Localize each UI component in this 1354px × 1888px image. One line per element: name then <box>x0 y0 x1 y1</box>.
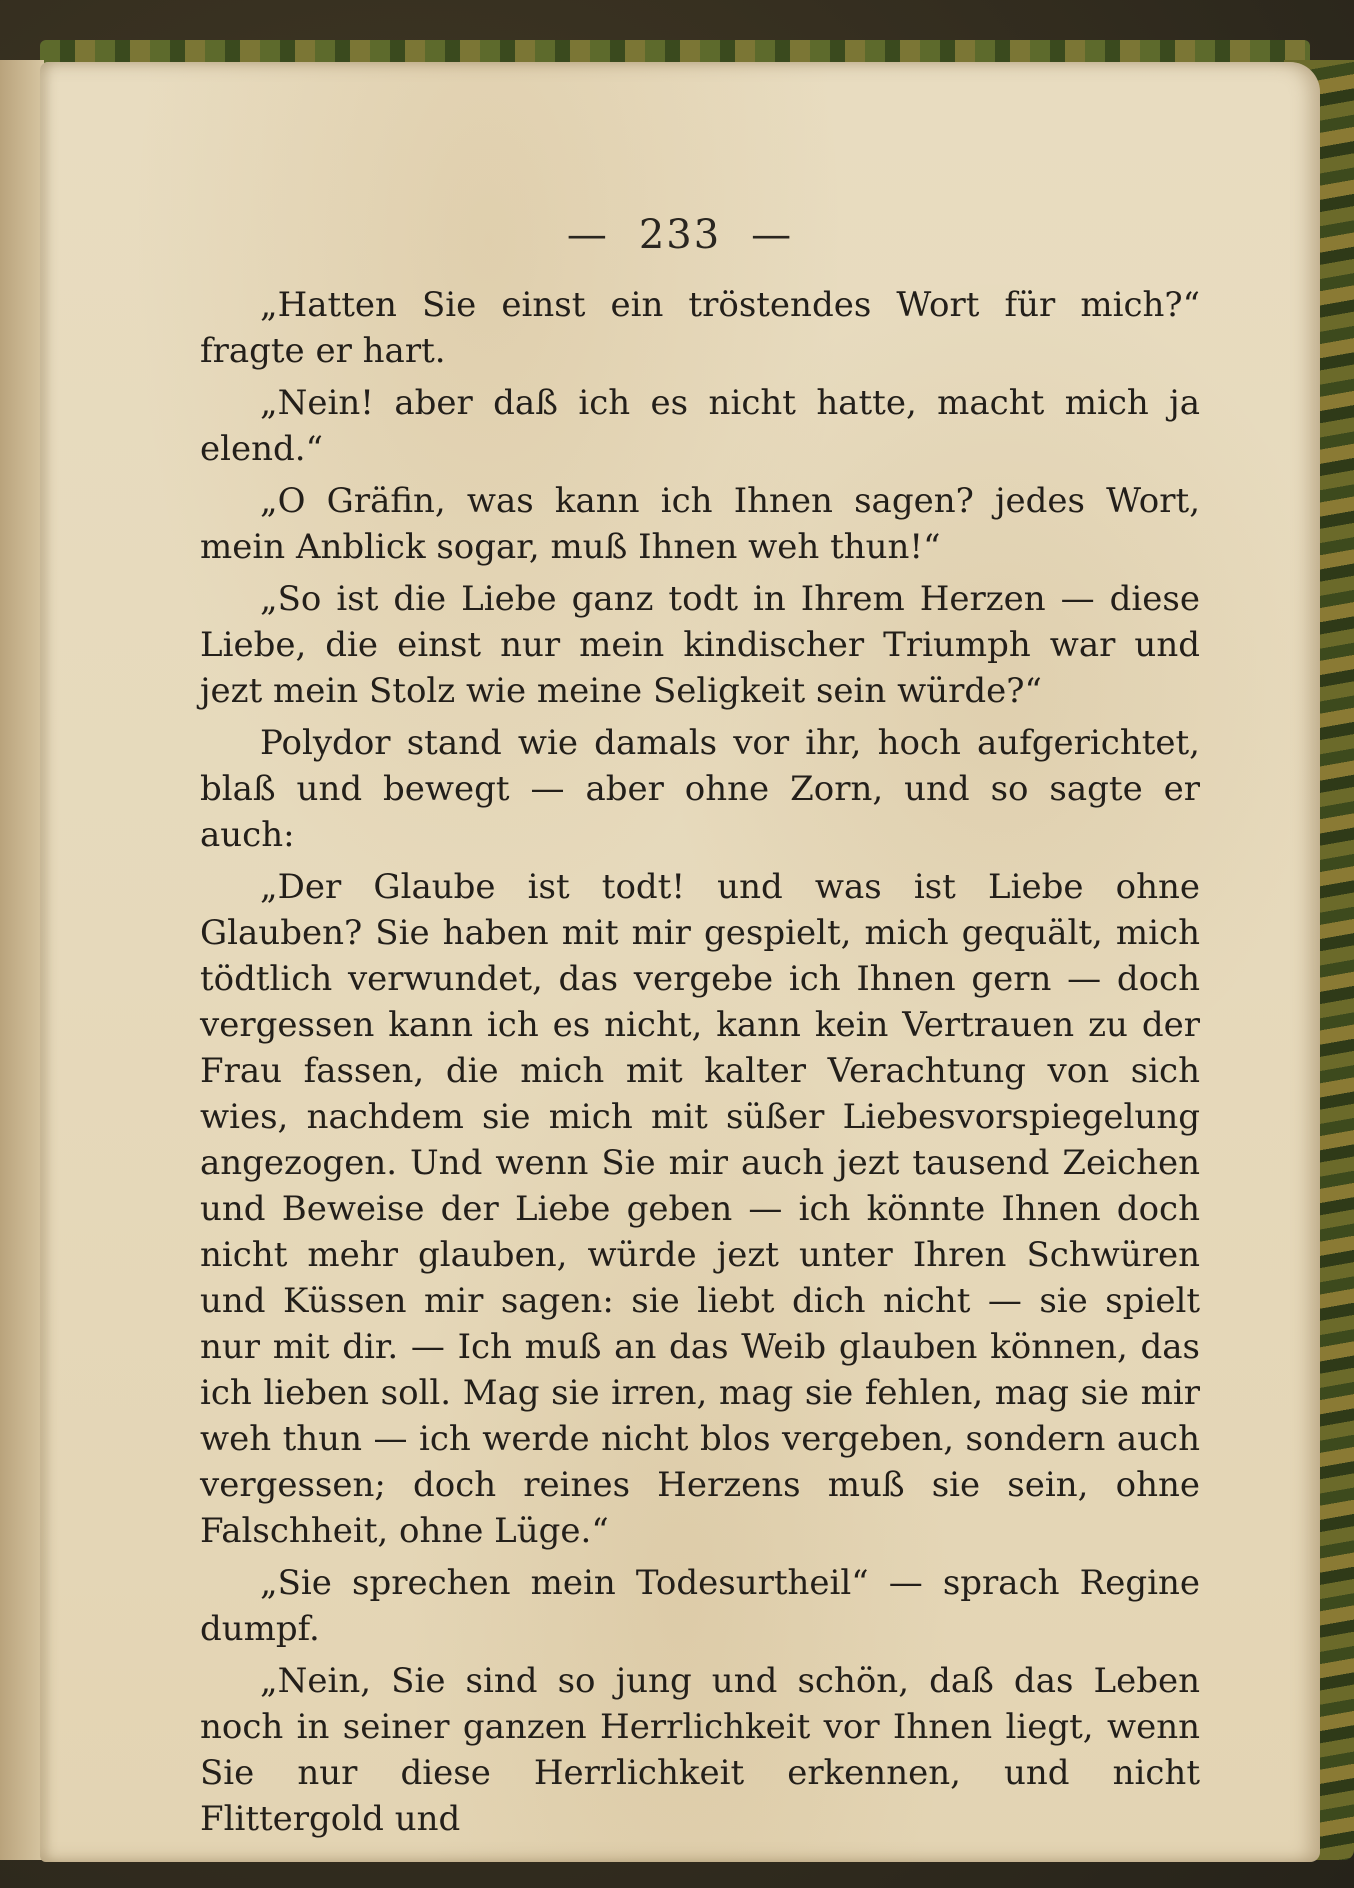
page-number: 233 <box>638 212 722 258</box>
paragraph: „Hatten Sie einst ein tröstendes Wort für mich?“ fragte er hart. <box>200 285 1200 371</box>
paragraph: „Nein! aber daß ich es nicht hatte, macht mich ja elend.“ <box>200 383 1200 469</box>
paragraph: „Nein, Sie sind so jung und schön, daß das Leben noch in seiner ganzen Herrlichkeit vor Ihnen liegt, wenn Sie nur diese Herrlichkeit erkennen, und nicht Flittergold und <box>200 1661 1200 1839</box>
page-body <box>200 282 1200 1848</box>
page-header: — 233 — <box>566 212 794 258</box>
paragraph: Polydor stand wie damals vor ihr, hoch aufgerichtet, blaß und bewegt — aber ohne Zorn, und so sagte er auch: <box>200 723 1200 855</box>
paragraph: „O Gräfin, was kann ich Ihnen sagen? jedes Wort, mein Anblick sogar, muß Ihnen weh thun!“ <box>200 481 1200 567</box>
paragraph: „So ist die Liebe ganz todt in Ihrem Herzen — diese Liebe, die einst nur mein kindischer Triumph war und jezt mein Stolz wie meine Seligkeit sein würde?“ <box>200 579 1200 711</box>
book-page <box>40 62 1320 1862</box>
paragraph: „Der Glaube ist todt! und was ist Liebe ohne Glauben? Sie haben mit mir gespielt, mich gequält, mich tödtlich verwundet, das vergebe ich Ihnen gern — doch vergessen kann ich es nicht, kann kein Vertrauen zu der Frau fassen, die mich mit kalter Verachtung von sich wies, nachdem sie mich mit süßer Liebesvorspiegelung angezogen. Und wenn Sie mir auch jezt tausend Zeichen und Beweise der Liebe geben — ich könnte Ihnen doch nicht mehr glauben, würde jezt unter Ihren Schwüren und Küssen mir sagen: sie liebt dich nicht — sie spielt nur mit dir. — Ich muß an das Weib glauben können, das ich lieben soll. Mag sie irren, mag sie fehlen, mag sie mir weh thun — ich werde nicht blos vergeben, sondern auch vergessen; doch reines Herzens muß sie sein, ohne Falschheit, ohne Lüge.“ <box>200 867 1200 1551</box>
previous-page-edge <box>0 60 44 1860</box>
paragraph: „Sie sprechen mein Todesurtheil“ — sprach Regine dumpf. <box>200 1563 1200 1649</box>
